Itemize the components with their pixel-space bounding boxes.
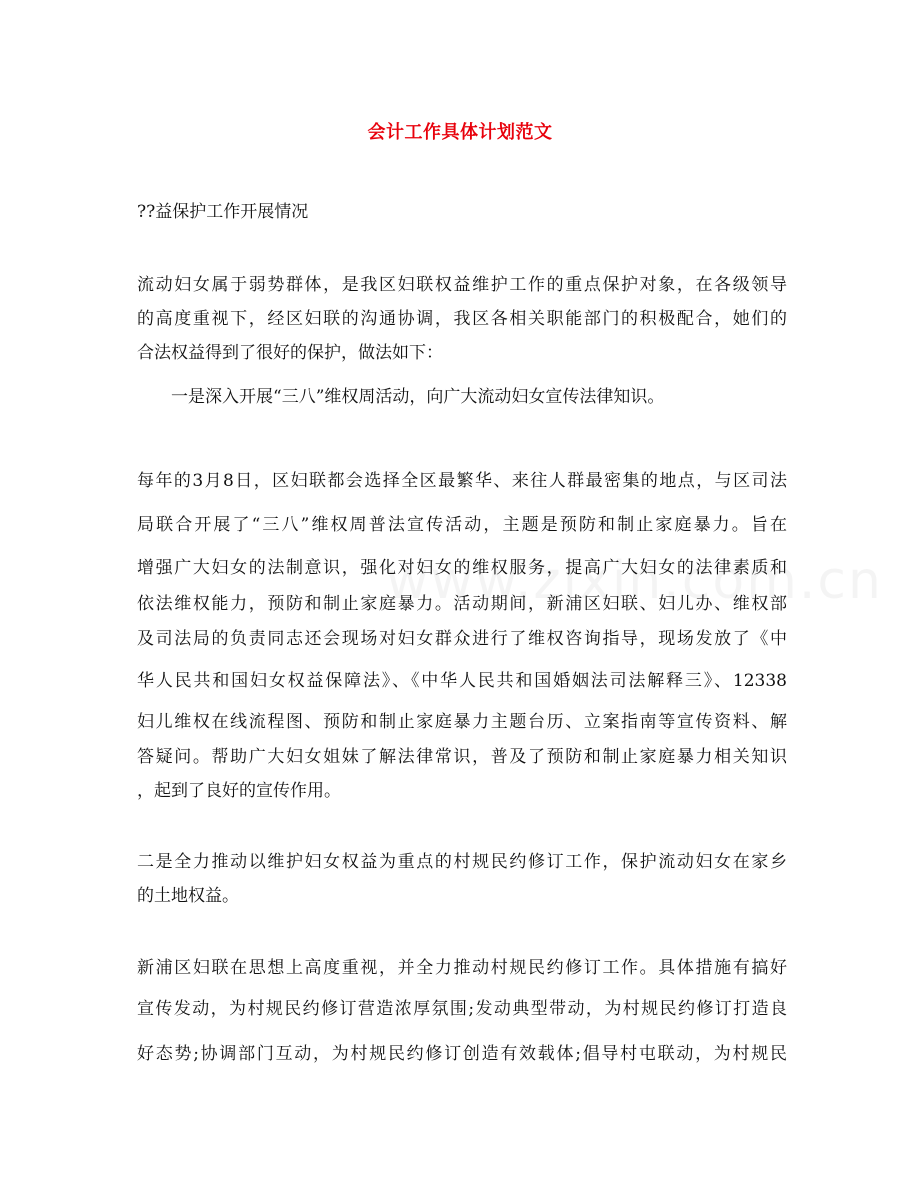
paragraph-3-line-2: 宣传发动，为村规民约修订营造浓厚氛围;发动典型带动，为村规民约修订打造良: [137, 999, 787, 1019]
paragraph-2-line-2: 局联合开展了“三八”维权周普法宣传活动，主题是预防和制止家庭暴力。旨在: [137, 515, 787, 535]
paragraph-1-line-1: 流动妇女属于弱势群体，是我区妇联权益维护工作的重点保护对象，在各级领导: [137, 275, 787, 295]
paragraph-2-line-4: 依法维权能力，预防和制止家庭暴力。活动期间，新浦区妇联、妇儿办、维权部: [137, 594, 787, 614]
paragraph-2-line-1: 每年的3月8日，区妇联都会选择全区最繁华、来往人群最密集的地点，与区司法: [137, 471, 787, 491]
point-2-line-2: 的土地权益。: [137, 886, 239, 906]
paragraph-2-line-5: 及司法局的负责同志还会现场对妇女群众进行了维权咨询指导，现场发放了《中: [137, 629, 787, 649]
paragraph-2-line-7: 妇儿维权在线流程图、预防和制止家庭暴力主题台历、立案指南等宣传资料、解: [137, 712, 787, 732]
paragraph-3-line-3: 好态势;协调部门互动，为村规民约修订创造有效载体;倡导村屯联动，为村规民: [137, 1044, 787, 1064]
paragraph-2-line-6: 华人民共和国妇女权益保障法》、《中华人民共和国婚姻法司法解释三》、12338: [137, 671, 787, 691]
point-1: 一是深入开展“三八”维权周活动，向广大流动妇女宣传法律知识。: [171, 387, 665, 407]
paragraph-2-line-8: 答疑问。帮助广大妇女姐妹了解法律常识，普及了预防和制止家庭暴力相关知识: [137, 747, 787, 767]
paragraph-3-line-1: 新浦区妇联在思想上高度重视，并全力推动村规民约修订工作。具体措施有搞好: [137, 958, 787, 978]
paragraph-2-line-3: 增强广大妇女的法制意识，强化对妇女的维权服务，提高广大妇女的法律素质和: [137, 558, 787, 578]
point-2-line-1: 二是全力推动以维护妇女权益为重点的村规民约修订工作，保护流动妇女在家乡: [137, 852, 787, 872]
section-heading: ??益保护工作开展情况: [137, 202, 309, 222]
document-title: 会计工作具体计划范文: [367, 122, 553, 143]
paragraph-1-line-3: 合法权益得到了很好的保护，做法如下：: [137, 343, 443, 363]
paragraph-1-line-2: 的高度重视下，经区妇联的沟通协调，我区各相关职能部门的积极配合，她们的: [137, 309, 787, 329]
paragraph-2-line-9: ，起到了良好的宣传作用。: [137, 781, 341, 801]
